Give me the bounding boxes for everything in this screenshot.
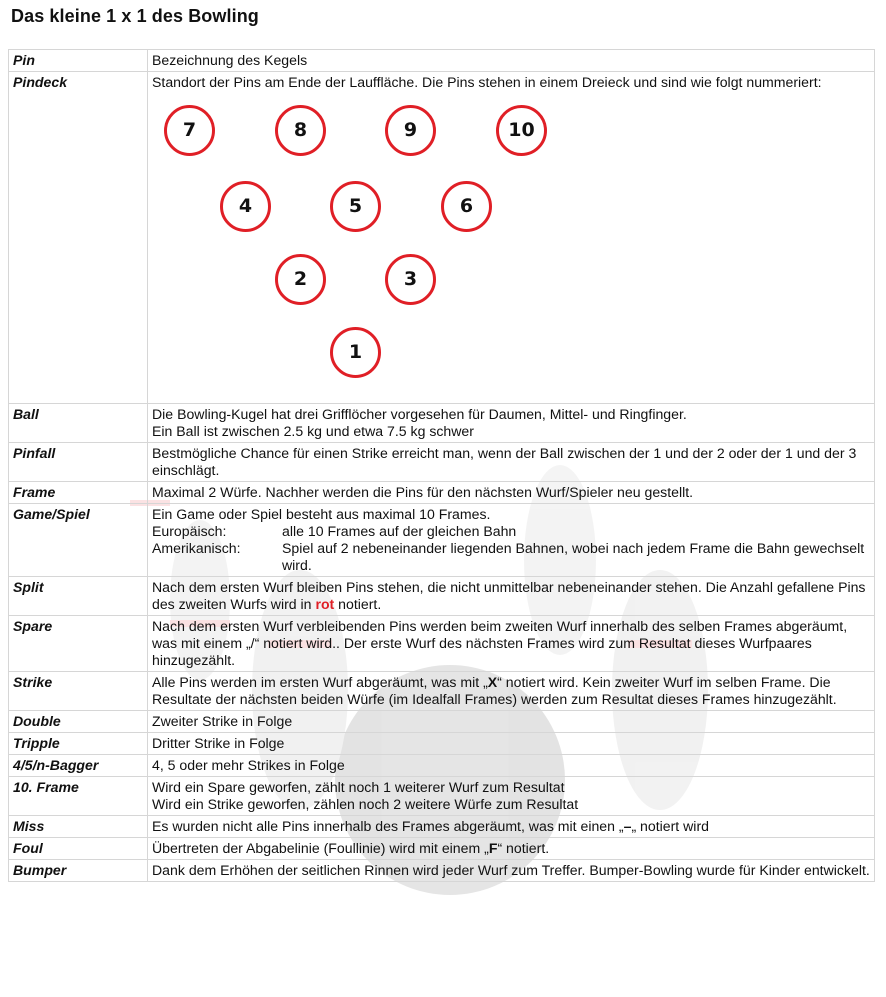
pin-9: 9 — [385, 105, 436, 156]
definition-text: “ notiert. — [497, 840, 550, 856]
definition-cell — [148, 504, 875, 577]
table-row — [9, 50, 875, 72]
term-cell: Spare — [9, 616, 148, 672]
pin-diagram — [152, 91, 870, 401]
table-row — [9, 777, 875, 816]
table-row — [9, 504, 875, 577]
red-highlight: rot — [315, 596, 335, 612]
game-variants — [152, 523, 870, 574]
definition-cell: Nach dem ersten Wurf verbleibenden Pins werden beim zweiten Wurf innerhalb des selben Frames abgeräumt, was mit einem „/“ notiert wird.. Der erste Wurf des nächsten Frames wird zum Resultat dieses Wurfpaares hinzugezählt. — [148, 616, 875, 672]
foul-symbol: F — [488, 840, 498, 856]
definition-line: Die Bowling-Kugel hat drei Grifflöcher vorgesehen für Daumen, Mittel- und Ringfinger. — [152, 406, 687, 422]
definition-text: Nach dem ersten Wurf bleiben Pins stehen, die nicht unmittelbar nebeneinander stehen. Die Anzahl gefallene Pins des zweiten Wurfs wird in — [152, 579, 866, 612]
definition-cell — [148, 577, 875, 616]
definition-cell: Bezeichnung des Kegels — [148, 50, 875, 72]
definition-cell: 4, 5 oder mehr Strikes in Folge — [148, 755, 875, 777]
variant-label: Europäisch: — [152, 523, 227, 539]
term-cell: Bumper — [9, 860, 148, 882]
table-row — [9, 816, 875, 838]
definition-cell — [148, 672, 875, 711]
table-row — [9, 72, 875, 404]
term-cell: Pinfall — [9, 443, 148, 482]
term-cell: Miss — [9, 816, 148, 838]
definition-text: Alle Pins werden im ersten Wurf abgeräumt, was mit „ — [152, 674, 488, 690]
pin-7: 7 — [164, 105, 215, 156]
variant-text: alle 10 Frames auf der gleichen Bahn — [282, 523, 517, 539]
definition-line: Ein Ball ist zwischen 2.5 kg und etwa 7.5 kg schwer — [152, 423, 474, 439]
pin-1: 1 — [330, 327, 381, 378]
definition-cell — [148, 404, 875, 443]
definition-cell: Zweiter Strike in Folge — [148, 711, 875, 733]
table-row — [9, 404, 875, 443]
pin-3: 3 — [385, 254, 436, 305]
miss-symbol: – — [623, 818, 632, 834]
definition-cell — [148, 816, 875, 838]
term-cell: Split — [9, 577, 148, 616]
term-cell: 4/5/n-Bagger — [9, 755, 148, 777]
pin-10: 10 — [496, 105, 547, 156]
definition-cell: Dank dem Erhöhen der seitlichen Rinnen wird jeder Wurf zum Treffer. Bumper-Bowling wurde für Kinder entwickelt. — [148, 860, 875, 882]
table-row — [9, 616, 875, 672]
term-cell: 10. Frame — [9, 777, 148, 816]
term-cell: Double — [9, 711, 148, 733]
table-row — [9, 733, 875, 755]
glossary-table — [8, 49, 875, 882]
pin-8: 8 — [275, 105, 326, 156]
table-row — [9, 838, 875, 860]
term-cell: Game/Spiel — [9, 504, 148, 577]
page-title: Das kleine 1 x 1 des Bowling — [11, 6, 259, 26]
definition-line: Ein Game oder Spiel besteht aus maximal 10 Frames. — [152, 506, 491, 522]
definition-text: „ notiert wird — [631, 818, 709, 834]
pin-6: 6 — [441, 181, 492, 232]
table-row — [9, 860, 875, 882]
table-row — [9, 711, 875, 733]
term-cell: Tripple — [9, 733, 148, 755]
definition-cell: Maximal 2 Würfe. Nachher werden die Pins für den nächsten Wurf/Spieler neu gestellt. — [148, 482, 875, 504]
definition-cell: Dritter Strike in Folge — [148, 733, 875, 755]
table-row — [9, 443, 875, 482]
pin-5: 5 — [330, 181, 381, 232]
table-row — [9, 672, 875, 711]
term-cell: Foul — [9, 838, 148, 860]
variant-label: Amerikanisch: — [152, 540, 241, 556]
definition-text: “ notiert wird. Kein zweiter Wurf im selben Frame. Die Resultate der nächsten beiden Würfe (im Idealfall Frames) werden zum Resultat dieses Frames hinzugezählt. — [152, 674, 837, 707]
definition-cell — [148, 72, 875, 404]
definition-cell — [148, 838, 875, 860]
pindeck-text: Standort der Pins am Ende der Lauffläche. Die Pins stehen in einem Dreieck und sind wie folgt nummeriert: — [152, 74, 822, 90]
term-cell: Pindeck — [9, 72, 148, 404]
term-cell: Ball — [9, 404, 148, 443]
strike-symbol: X — [487, 674, 498, 690]
definition-cell: Bestmögliche Chance für einen Strike erreicht man, wenn der Ball zwischen der 1 und der 2 oder der 1 und der 3 einschlägt. — [148, 443, 875, 482]
table-row — [9, 577, 875, 616]
term-cell: Frame — [9, 482, 148, 504]
definition-line: Wird ein Strike geworfen, zählen noch 2 weitere Würfe zum Resultat — [152, 796, 579, 812]
definition-text: Übertreten der Abgabelinie (Foullinie) wird mit einem „ — [152, 840, 489, 856]
definition-text: notiert. — [334, 596, 382, 612]
definition-line: Wird ein Spare geworfen, zählt noch 1 weiterer Wurf zum Resultat — [152, 779, 565, 795]
table-row — [9, 482, 875, 504]
definition-cell — [148, 777, 875, 816]
definition-text: Es wurden nicht alle Pins innerhalb des Frames abgeräumt, was mit einen „ — [152, 818, 624, 834]
table-row — [9, 755, 875, 777]
term-cell: Pin — [9, 50, 148, 72]
term-cell: Strike — [9, 672, 148, 711]
pin-2: 2 — [275, 254, 326, 305]
variant-text: Spiel auf 2 nebeneinander liegenden Bahnen, wobei nach jedem Frame die Bahn gewechselt wird. — [282, 540, 865, 573]
pin-4: 4 — [220, 181, 271, 232]
